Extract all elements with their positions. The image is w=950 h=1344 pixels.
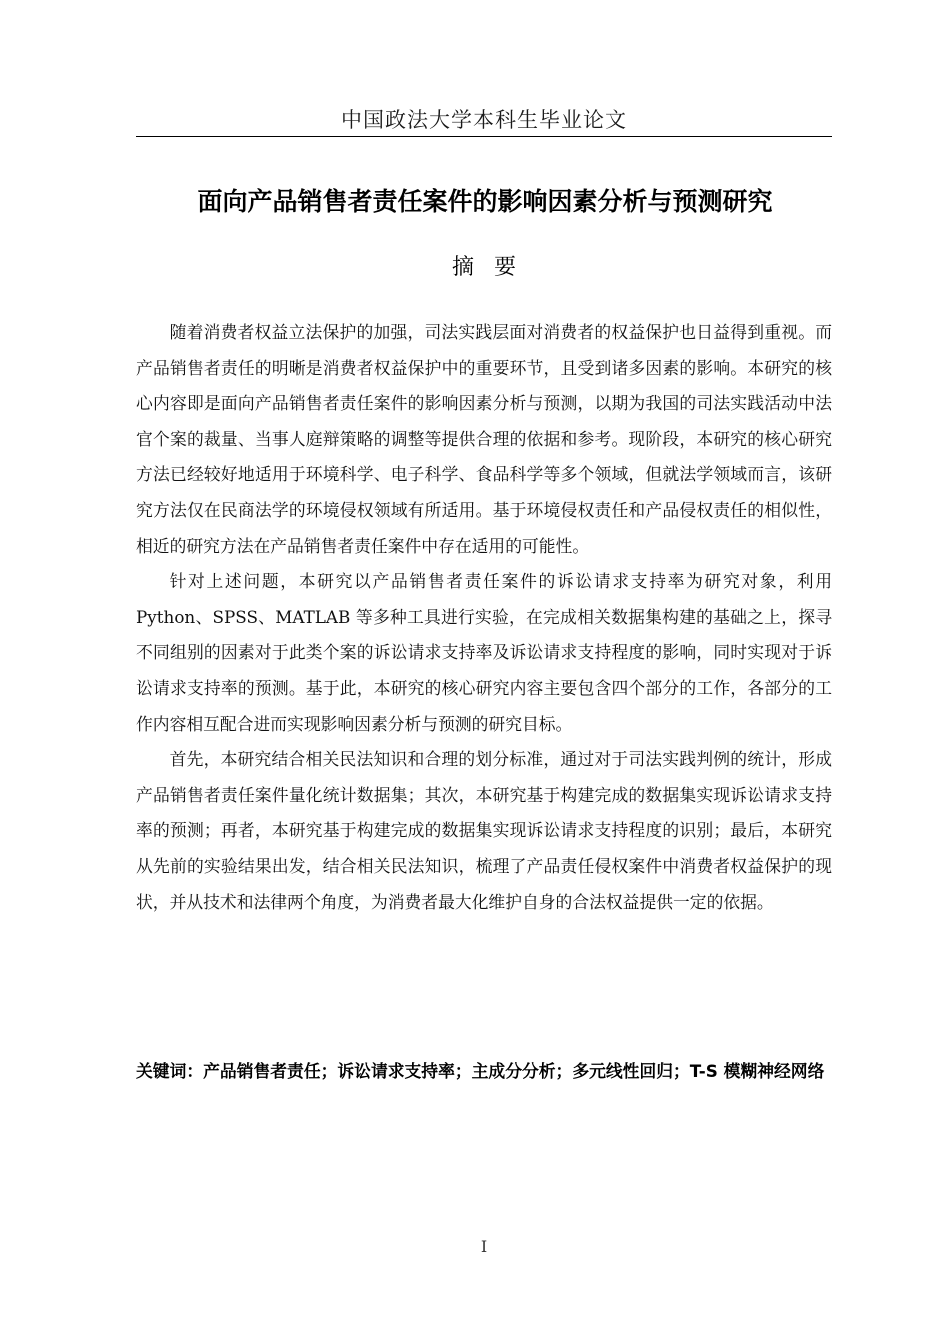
thesis-title: 面向产品销售者责任案件的影响因素分析与预测研究 [197,187,773,216]
abstract-body [136,315,832,920]
keywords-line: 关键词：产品销售者责任；诉讼请求支持率；主成分分析；多元线性回归；T-S 模糊神经网络 [136,1061,825,1081]
abstract-heading: 摘要 [451,255,536,280]
abstract-paragraph-1: 随着消费者权益立法保护的加强，司法实践层面对消费者的权益保护也日益得到重视。而产品销售者责任的明晰是消费者权益保护中的重要环节，且受到诸多因素的影响。本研究的核心内容即是面向产品销售者责任案件的影响因素分析与预测，以期为我国的司法实践活动中法官个案的裁量、当事人庭辩策略的调整等提供合理的依据和参考。现阶段，本研究的核心研究方法已经较好地适用于环境科学、电子科学、食品科学等多个领域，但就法学领域而言，该研究方法仅在民商法学的环境侵权领域有所适用。基于环境侵权责任和产品侵权责任的相似性，相近的研究方法在产品销售者责任案件中存在适用的可能性。 [136,322,832,556]
running-header: 中国政法大学本科生毕业论文 [341,108,627,132]
abstract-paragraph-2: 针对上述问题，本研究以产品销售者责任案件的诉讼请求支持率为研究对象，利用 Python、SPSS、MATLAB 等多种工具进行实验，在完成相关数据集构建的基础之上，探寻不同组别的因素对于此类个案的诉讼请求支持率及诉讼请求支持程度的影响，同时实现对于诉讼请求支持率的预测。基于此，本研究的核心研究内容主要包含四个部分的工作，各部分的工作内容相互配合进而实现影响因素分析与预测的研究目标。 [136,571,832,734]
page-number: I [480,1237,488,1256]
header-divider [136,136,832,137]
abstract-paragraph-3: 首先，本研究结合相关民法知识和合理的划分标准，通过对于司法实践判例的统计，形成产品销售者责任案件量化统计数据集；其次，本研究基于构建完成的数据集实现诉讼请求支持率的预测；再者，本研究基于构建完成的数据集实现诉讼请求支持程度的识别；最后，本研究从先前的实验结果出发，结合相关民法知识，梳理了产品责任侵权案件中消费者权益保护的现状，并从技术和法律两个角度，为消费者最大化维护自身的合法权益提供一定的依据。 [136,749,832,912]
